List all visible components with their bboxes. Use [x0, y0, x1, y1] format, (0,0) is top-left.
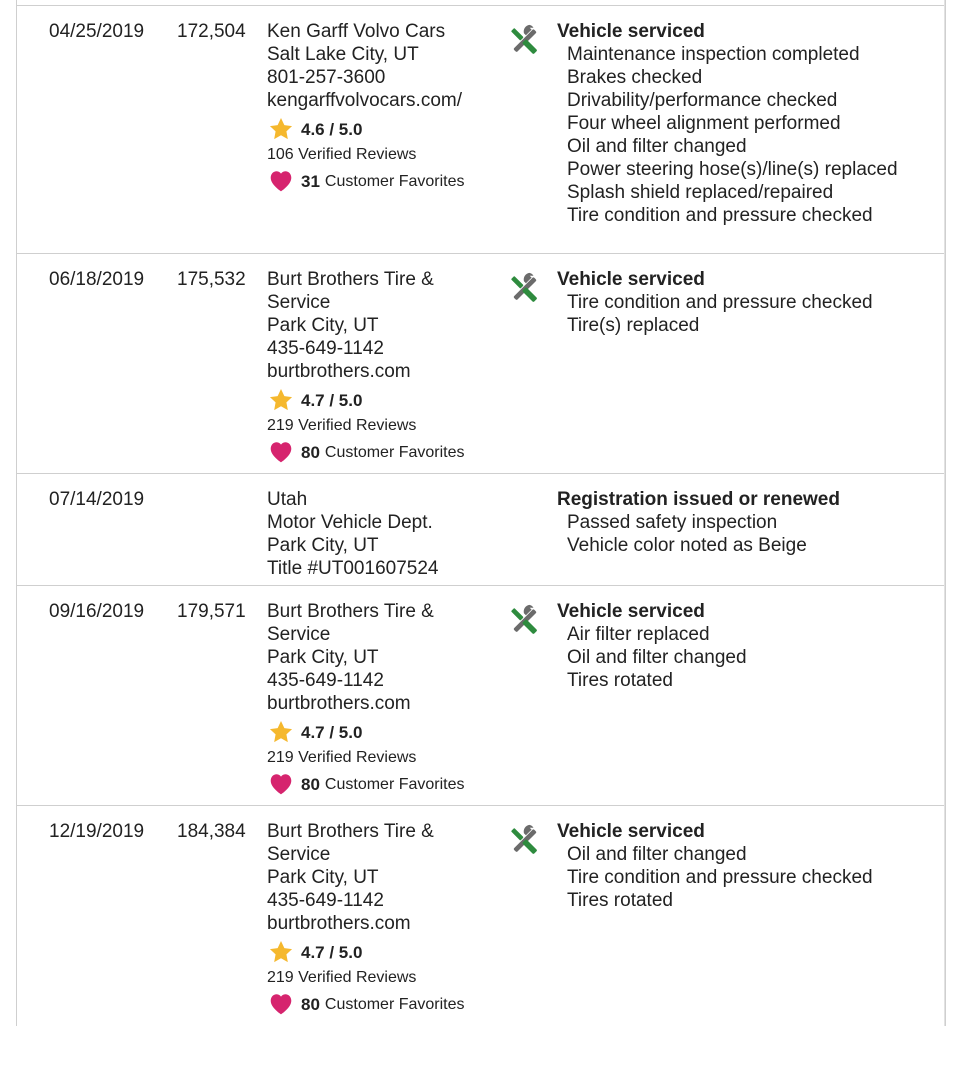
history-table [16, 0, 946, 1026]
record-details [557, 488, 937, 557]
source-location: Park City, UT [267, 315, 379, 336]
rating-value: 4.6 / 5.0 [301, 119, 363, 139]
source-phone[interactable]: 435-649-1142 [267, 338, 384, 359]
source-phone[interactable]: 435-649-1142 [267, 890, 384, 911]
heart-icon [267, 168, 295, 194]
favorites-count: 80 [301, 774, 320, 794]
record-details [557, 820, 937, 912]
star-icon [267, 939, 295, 965]
customer-favorites [267, 990, 502, 1018]
source-location: Park City, UT [267, 535, 379, 556]
detail-item: Splash shield replaced/repaired [567, 182, 834, 203]
wrench-screwdriver-icon [505, 822, 543, 860]
service-source [267, 820, 502, 1018]
detail-item: Brakes checked [567, 67, 703, 88]
record-mileage: 175,532 [177, 269, 246, 290]
verified-reviews-link[interactable]: 106 Verified Reviews [267, 146, 417, 163]
source-name[interactable]: Burt Brothers Tire & Service [267, 821, 434, 865]
star-icon [267, 387, 295, 413]
source-name[interactable]: Burt Brothers Tire & Service [267, 601, 434, 645]
record-event-title: Registration issued or renewed [557, 489, 840, 510]
source-website[interactable]: burtbrothers.com [267, 361, 411, 382]
favorites-count: 80 [301, 442, 320, 462]
detail-item: Oil and filter changed [567, 844, 747, 865]
detail-item: Tire(s) replaced [567, 315, 700, 336]
record-details [557, 600, 937, 692]
star-icon [267, 116, 295, 142]
record-date: 04/25/2019 [49, 21, 145, 42]
history-record [17, 806, 945, 1026]
service-source [267, 20, 502, 195]
detail-item: Passed safety inspection [567, 512, 778, 533]
rating-value: 4.7 / 5.0 [301, 390, 363, 410]
detail-item: Drivability/performance checked [567, 90, 838, 111]
record-date: 07/14/2019 [49, 489, 145, 510]
service-source [267, 600, 502, 798]
wrench-screwdriver-icon [505, 22, 543, 60]
customer-favorites [267, 438, 502, 466]
detail-item: Four wheel alignment performed [567, 113, 841, 134]
detail-item: Tire condition and pressure checked [567, 867, 873, 888]
history-record [17, 474, 945, 586]
detail-item: Tire condition and pressure checked [567, 292, 873, 313]
record-details [557, 20, 937, 227]
record-event-title: Vehicle serviced [557, 601, 705, 622]
detail-item: Oil and filter changed [567, 647, 747, 668]
favorites-count: 31 [301, 171, 320, 191]
heart-icon [267, 991, 295, 1017]
service-source [267, 488, 502, 580]
source-phone[interactable]: 801-257-3600 [267, 67, 386, 88]
record-event-title: Vehicle serviced [557, 269, 705, 290]
source-rating [267, 939, 502, 965]
detail-item: Vehicle color noted as Beige [567, 535, 807, 556]
title-number: Title #UT001607524 [267, 558, 439, 579]
detail-item: Tires rotated [567, 670, 673, 691]
history-record [17, 254, 945, 474]
favorites-label: Customer Favorites [324, 775, 465, 793]
record-event-title: Vehicle serviced [557, 21, 705, 42]
detail-item: Power steering hose(s)/line(s) replaced [567, 159, 898, 180]
service-source [267, 268, 502, 466]
rating-value: 4.7 / 5.0 [301, 722, 363, 742]
detail-item: Tires rotated [567, 890, 673, 911]
detail-item: Air filter replaced [567, 624, 710, 645]
source-location: Salt Lake City, UT [267, 44, 419, 65]
source-name: Utah [267, 489, 308, 510]
wrench-screwdriver-icon [505, 602, 543, 640]
favorites-label: Customer Favorites [324, 995, 465, 1013]
verified-reviews-link[interactable]: 219 Verified Reviews [267, 749, 417, 766]
wrench-screwdriver-icon [505, 270, 543, 308]
customer-favorites [267, 167, 502, 195]
record-mileage: 184,384 [177, 821, 246, 842]
source-phone[interactable]: 435-649-1142 [267, 670, 384, 691]
detail-item: Oil and filter changed [567, 136, 747, 157]
record-mileage: 172,504 [177, 21, 246, 42]
customer-favorites [267, 770, 502, 798]
heart-icon [267, 771, 295, 797]
source-location: Park City, UT [267, 867, 379, 888]
favorites-label: Customer Favorites [324, 172, 465, 190]
heart-icon [267, 439, 295, 465]
source-rating [267, 116, 502, 142]
record-event-title: Vehicle serviced [557, 821, 705, 842]
favorites-count: 80 [301, 994, 320, 1014]
source-website[interactable]: burtbrothers.com [267, 913, 411, 934]
source-name[interactable]: Burt Brothers Tire & Service [267, 269, 434, 313]
star-icon [267, 719, 295, 745]
verified-reviews-link[interactable]: 219 Verified Reviews [267, 417, 417, 434]
favorites-label: Customer Favorites [324, 443, 465, 461]
source-rating [267, 719, 502, 745]
record-date: 09/16/2019 [49, 601, 145, 622]
history-record [17, 6, 945, 254]
record-date: 12/19/2019 [49, 821, 145, 842]
source-website[interactable]: burtbrothers.com [267, 693, 411, 714]
record-date: 06/18/2019 [49, 269, 145, 290]
detail-item: Maintenance inspection completed [567, 44, 860, 65]
rating-value: 4.7 / 5.0 [301, 942, 363, 962]
record-details [557, 268, 937, 337]
source-website[interactable]: kengarffvolvocars.com/ [267, 90, 463, 111]
source-dept: Motor Vehicle Dept. [267, 512, 433, 533]
page-edge-line [944, 0, 945, 1026]
source-name[interactable]: Ken Garff Volvo Cars [267, 21, 446, 42]
detail-item: Tire condition and pressure checked [567, 205, 873, 226]
verified-reviews-link[interactable]: 219 Verified Reviews [267, 969, 417, 986]
source-location: Park City, UT [267, 647, 379, 668]
record-mileage: 179,571 [177, 601, 246, 622]
source-rating [267, 387, 502, 413]
history-record [17, 586, 945, 806]
